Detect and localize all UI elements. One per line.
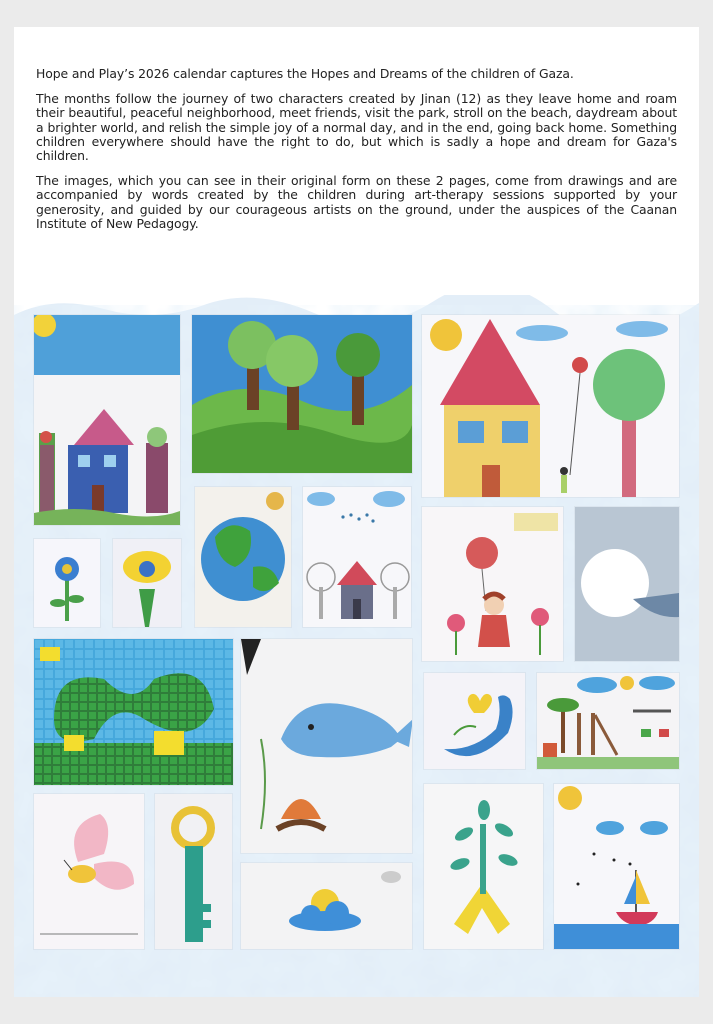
intro-paragraph-2: The months follow the journey of two characters created by Jinan (12) as they leave home and roam their beautiful, peaceful neighborhood, meet friends, visit the park, stroll on the beach, daydream about a brighter world, and relish the simple joy of a normal day, and in the end, going back home. Something children everywhere should have the right to do, but which is sadly a hope and dream for Gaza's children. <box>36 91 677 164</box>
plant-drawing <box>424 784 543 949</box>
bird-heart-drawing <box>424 673 525 769</box>
intro-paragraph-3: The images, which you can see in their original form on these 2 pages, come from drawings and are accompanied by words created by the children during art-therapy sessions supported by your generosity, and guided by our courageous artists on the ground, under the auspices of the Caanan Institute of New Pedagogy. <box>36 173 677 231</box>
calendar-page <box>14 27 699 997</box>
yellow-flower-drawing <box>113 539 181 627</box>
moon-drawing <box>575 507 679 661</box>
key-drawing <box>155 794 232 949</box>
house-with-sun-drawing <box>34 315 180 525</box>
boat-drawing <box>554 784 679 949</box>
trees-on-hills-drawing <box>192 315 412 473</box>
cloud-sun-drawing <box>241 863 412 949</box>
globe-drawing <box>195 487 291 627</box>
girl-with-balloon-drawing <box>422 507 563 661</box>
blue-flower-drawing <box>34 539 100 627</box>
intro-paragraph-1: Hope and Play’s 2026 calendar captures the Hopes and Dreams of the children of Gaza. <box>36 66 574 81</box>
house-between-trees-drawing <box>303 487 411 627</box>
playground-drawing <box>537 673 679 769</box>
butterfly-drawing <box>34 794 144 949</box>
intro-text <box>36 67 677 242</box>
mosaic-drawing <box>34 639 233 785</box>
whale-drawing <box>241 639 412 853</box>
house-and-tree-drawing <box>422 315 679 497</box>
